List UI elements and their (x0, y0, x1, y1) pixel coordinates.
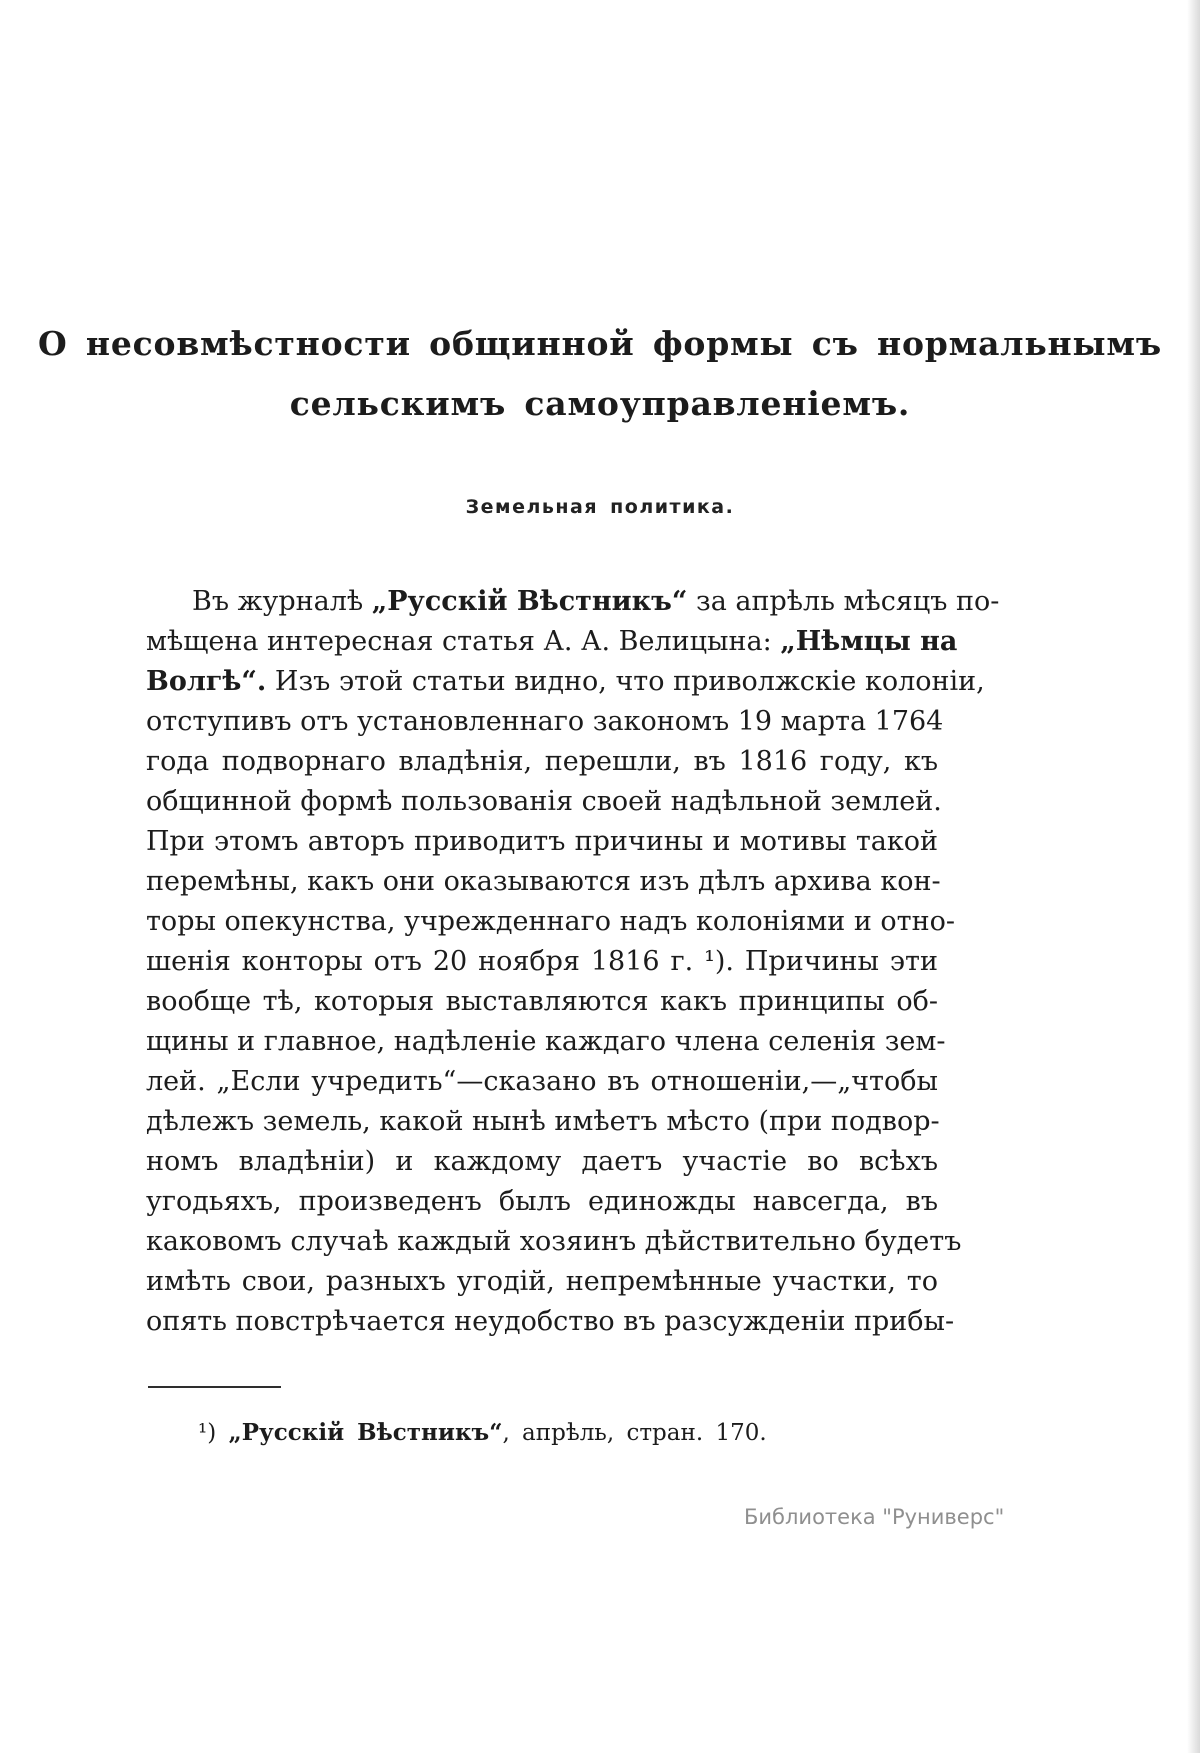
text-segment: дѣлежъ земель, какой нынѣ имѣетъ мѣсто (при подвор- (146, 1106, 940, 1137)
body-text-line (146, 662, 985, 702)
body-text-line (146, 982, 938, 1022)
section-subtitle: Земельная политика. (465, 496, 735, 518)
body-text-line (146, 582, 1000, 622)
text-segment: Изъ этой статьи видно, что приволжскіе колоніи, (266, 666, 985, 697)
body-text-line (146, 1102, 938, 1142)
text-segment: лей. „Если учредить“—сказано въ отношеніи,—„чтобы (146, 1066, 938, 1097)
body-text-line (146, 1222, 962, 1262)
footnote-separator-rule (148, 1386, 281, 1388)
chapter-title-line-2: сельскимъ самоуправленіемъ. (289, 384, 911, 423)
body-text-line (146, 1302, 955, 1342)
body-text-line (146, 1262, 938, 1302)
text-segment: каковомъ случаѣ каждый хозяинъ дѣйствительно будетъ (146, 1226, 962, 1257)
body-text-line (146, 942, 938, 982)
body-text-line (146, 1142, 938, 1182)
text-segment: отступивъ отъ установленнаго закономъ 19 марта 1764 (146, 706, 944, 737)
body-text-line (146, 862, 941, 902)
text-segment: щины и главное, надѣленіе каждаго члена селенія зем- (146, 1026, 946, 1057)
text-segment: общинной формѣ пользованія своей надѣльной землей. (146, 786, 942, 817)
body-text-line (146, 902, 955, 942)
body-text-line (146, 622, 958, 662)
text-segment: угодьяхъ, произведенъ былъ единожды навсегда, въ (146, 1186, 938, 1217)
chapter-title-line-1: О несовмѣстности общинной формы съ нормальнымъ (38, 324, 1162, 363)
bold-text-segment: „Русскій Вѣстникъ“ (228, 1419, 503, 1446)
text-segment: Въ журналѣ (192, 586, 372, 617)
body-text-block (146, 582, 1000, 1342)
body-text-line (146, 782, 942, 822)
body-text-line (146, 1022, 946, 1062)
text-segment: ¹) (198, 1420, 229, 1446)
bold-text-segment: „Русскій Вѣстникъ“ (371, 586, 688, 617)
text-segment: опять повстрѣчается неудобство въ разсужденіи прибы- (146, 1306, 955, 1337)
body-text-line (146, 1062, 938, 1102)
scan-edge-shading (1187, 0, 1200, 1753)
text-segment: за апрѣль мѣсяцъ по- (687, 586, 1000, 617)
bold-text-segment: „Нѣмцы на (780, 626, 958, 657)
text-segment: , апрѣль, стран. 170. (502, 1420, 767, 1446)
text-segment: перемѣны, какъ они оказываются изъ дѣлъ архива кон- (146, 866, 941, 897)
body-text-line (146, 822, 938, 862)
chapter-title (0, 314, 1200, 434)
library-watermark: Библиотека "Руниверс" (744, 1505, 1005, 1529)
text-segment: имѣть свои, разныхъ угодій, непремѣнные участки, то (146, 1266, 938, 1297)
footnote-text (146, 1416, 938, 1450)
text-segment: торы опекунства, учрежденнаго надъ колоніями и отно- (146, 906, 955, 937)
text-segment: шенія конторы отъ 20 ноября 1816 г. ¹). Причины эти (146, 946, 938, 977)
text-segment: мѣщена интересная статья А. А. Велицына: (146, 626, 781, 657)
text-segment: года подворнаго владѣнія, перешли, въ 1816 году, къ (146, 746, 938, 777)
body-text-line (146, 1182, 938, 1222)
text-segment: При этомъ авторъ приводитъ причины и мотивы такой (146, 826, 938, 857)
text-segment: номъ владѣніи) и каждому даетъ участіе во всѣхъ (146, 1146, 938, 1177)
text-segment: вообще тѣ, которыя выставляются какъ принципы об- (146, 986, 938, 1017)
body-text-line (146, 702, 944, 742)
bold-text-segment: Волгѣ“. (146, 666, 267, 697)
body-text-line (146, 742, 938, 782)
